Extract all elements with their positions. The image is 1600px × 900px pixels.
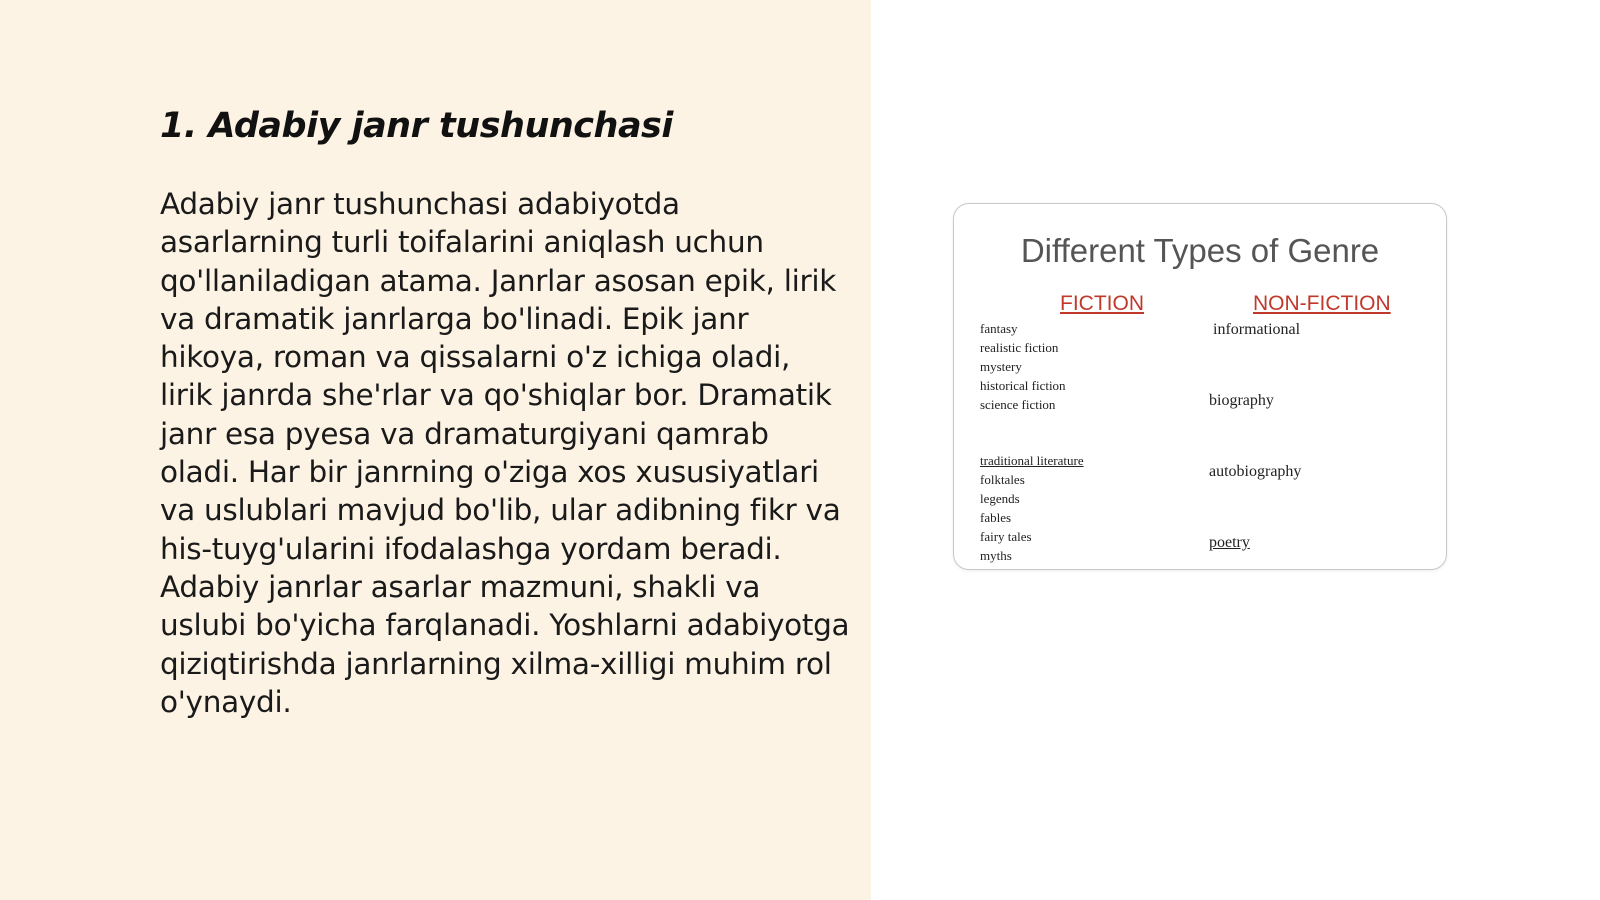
traditional-literature-list	[980, 451, 1180, 565]
traditional-item: fables	[980, 510, 1012, 525]
fiction-item: mystery	[980, 359, 1022, 374]
fiction-item: fantasy	[980, 321, 1018, 336]
nonfiction-item-autobiography: autobiography	[1209, 463, 1302, 480]
traditional-item: legends	[980, 491, 1020, 506]
slide-heading: 1. Adabiy janr tushunchasi	[160, 106, 673, 146]
nonfiction-item-poetry: poetry	[1209, 534, 1250, 551]
nonfiction-item-biography: biography	[1209, 392, 1274, 409]
traditional-item: myths	[980, 548, 1012, 563]
figure-title: Different Types of Genre	[1020, 232, 1380, 269]
fiction-item: historical fiction	[980, 378, 1066, 393]
fiction-heading: FICTION	[1060, 292, 1144, 315]
nonfiction-item-informational: informational	[1213, 321, 1301, 338]
fiction-item: realistic fiction	[980, 340, 1059, 355]
slide-body-text: Adabiy janr tushunchasi adabiyotda asarlarning turli toifalarini aniqlash uchun qo'llaniladigan atama. Janrlar asosan epik, lirik va dramatik janrlarga bo'linadi. Epik janr hikoya, roman va qissalarni o'z ichiga oladi, lirik janrda she'rlar va qo'shiqlar bor. Dramatik janr esa pyesa va dramaturgiyani qamrab oladi. Har bir janrning o'ziga xos xususiyatlari va uslublari mavjud bo'lib, ular adibning fikr va his-tuyg'ularini ifodalashga yordam beradi. Adabiy janrlar asarlar mazmuni, shakli va uslubi bo'yicha farqlanadi. Yoshlarni adabiyotga qiziqtirishda janrlarning xilma-xilligi muhim rol o'ynaydi.	[160, 187, 850, 719]
nonfiction-heading: NON-FICTION	[1253, 292, 1391, 315]
fiction-list	[980, 319, 1180, 414]
traditional-item: folktales	[980, 472, 1025, 487]
fiction-item: science fiction	[980, 397, 1056, 412]
traditional-literature-heading: traditional literature	[980, 453, 1084, 468]
traditional-item: fairy tales	[980, 529, 1032, 544]
genre-types-figure	[953, 203, 1447, 570]
